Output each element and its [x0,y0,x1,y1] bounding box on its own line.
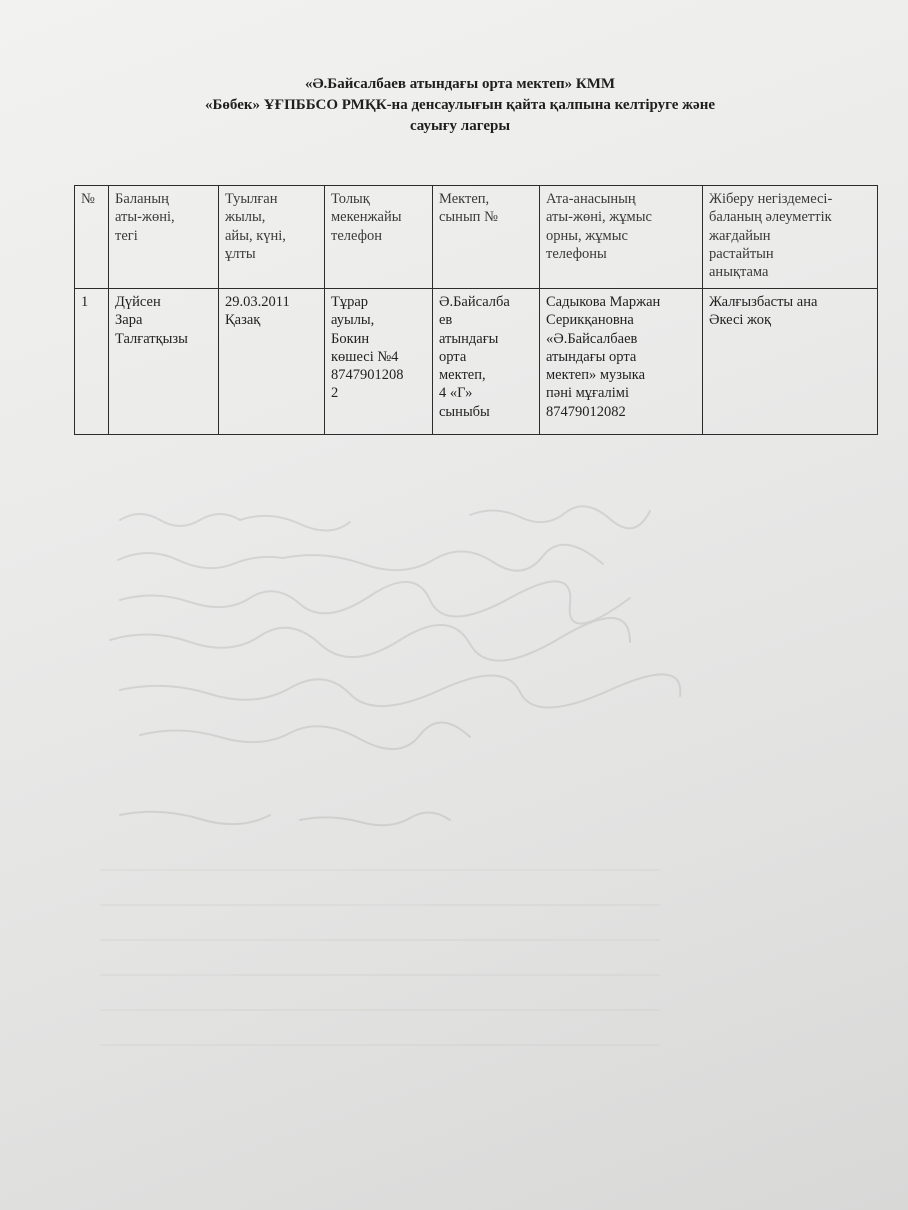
cell-text-line: Жалғызбасты ана [709,294,818,310]
cell-text-line: орта [439,348,467,365]
cell-text-line: атындағы орта [546,348,637,365]
cell-text-line: Ә.Байсалба [439,294,510,310]
header-text-line: Жіберу негіздемесі- [709,191,833,207]
header-text-line: Туылған [225,191,278,207]
cell-text-line: 87479012082 [546,403,626,420]
children-list-table [74,185,878,435]
cell-text-line: Әкесі жоқ [709,312,771,329]
cell-text-line: атындағы [439,330,499,347]
header-text-line: телефоны [546,245,607,262]
cell-text-line: 1 [81,294,89,310]
cell-col-referral-basis [703,289,878,435]
cell-text-line: Садыкова Маржан [546,294,661,310]
cell-text-line: көшесі №4 [331,348,399,365]
cell-text-line: сыныбы [439,403,490,420]
cell-col-school [433,289,540,435]
header-text-line: Ата-анасының [546,191,636,207]
header-col-address [325,186,433,289]
cell-text-line: Бокин [331,330,370,347]
cell-text-line: Зара [115,312,143,329]
cell-text-line: мектеп, [439,367,486,384]
header-text-line: Баланың [115,191,169,207]
cell-text-line: 8747901208 [331,367,404,384]
header-text-line: телефон [331,227,383,244]
cell-text-line: ев [439,312,453,329]
header-col-school [433,186,540,289]
header-text-line: сынып № [439,209,498,226]
header-text-line: айы, күні, [225,227,286,244]
cell-text-line: мектеп» музыка [546,367,646,384]
title-line-3: сауығу лагеры [409,118,511,134]
cell-col-address [325,289,433,435]
title-line-1: «Ә.Байсалбаев атындағы орта мектеп» КММ [304,76,616,92]
cell-text-line: Қазақ [225,312,261,329]
header-text-line: жылы, [225,209,266,226]
header-text-line: Толық [331,191,370,207]
header-col-referral-basis [703,186,878,289]
cell-text-line: ауылы, [331,312,375,329]
cell-col-parent [540,289,703,435]
cell-col-child-name [109,289,219,435]
cell-text-line: Тұрар [331,294,369,310]
header-col-parent [540,186,703,289]
cell-text-line: «Ә.Байсалбаев [546,330,638,347]
table-header-row [75,186,878,289]
header-col-number [75,186,109,289]
table-row [75,289,878,435]
cell-text-line: 29.03.2011 [225,294,290,310]
cell-text-line: 2 [331,385,339,402]
header-text-line: № [81,191,95,207]
header-col-child-name [109,186,219,289]
cell-text-line: Серикқановна [546,312,634,329]
cell-col-birth-date [219,289,325,435]
cell-text-line: Талғатқызы [115,330,188,347]
header-text-line: баланың әлеуметтік [709,209,832,226]
header-text-line: жағдайын [709,227,771,244]
header-text-line: орны, жұмыс [546,227,628,244]
header-text-line: аты-жөні, [115,209,175,226]
header-text-line: мекенжайы [331,209,402,226]
header-text-line: растайтын [709,245,774,262]
cell-text-line: Дүйсен [115,294,161,310]
header-text-line: Мектеп, [439,191,490,207]
header-text-line: ұлты [225,245,256,262]
cell-text-line: пәні мұғалімі [546,385,630,402]
document-title [150,74,770,137]
header-text-line: аты-жөні, жұмыс [546,209,652,226]
cell-text-line: 4 «Г» [439,385,473,402]
table-body [75,289,878,435]
header-col-birth-date [219,186,325,289]
title-line-2: «Бөбек» ҰҒПББСО РМҚК-на денсаулығын қайта қалпына келтіруге және [204,97,715,113]
cell-col-number [75,289,109,435]
header-text-line: тегі [115,227,138,244]
header-text-line: анықтама [709,264,769,281]
